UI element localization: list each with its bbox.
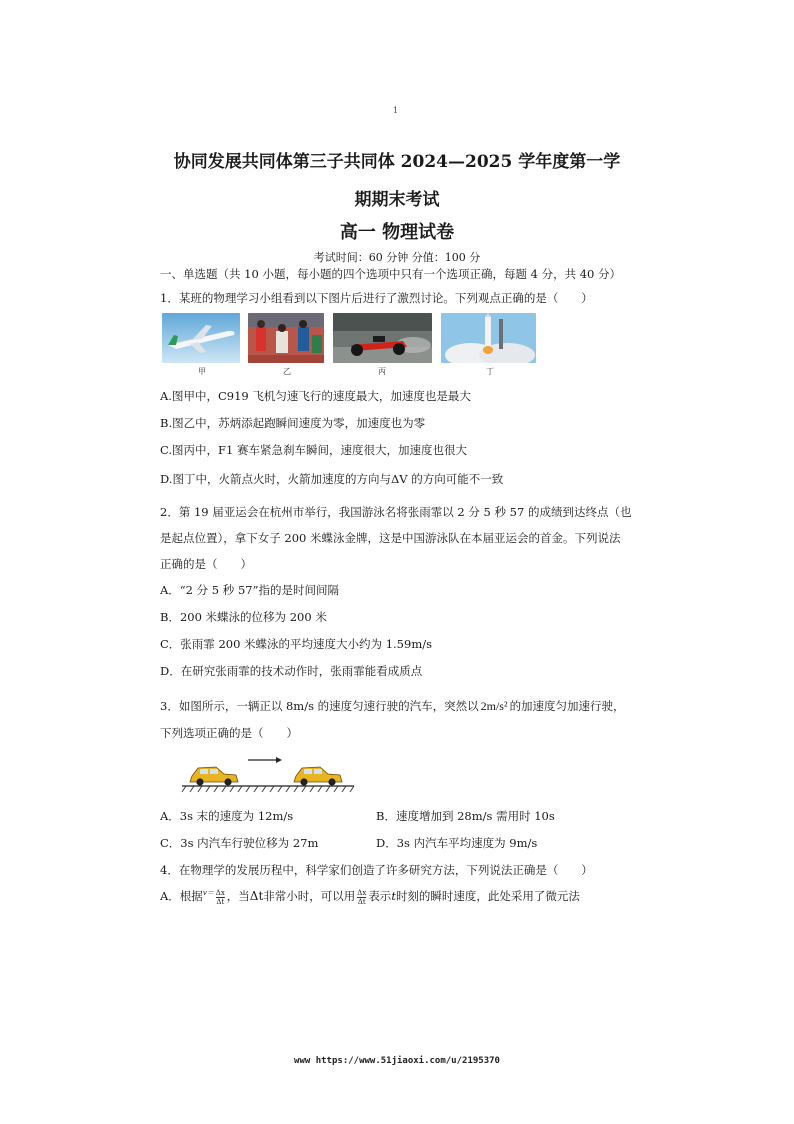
q4-a-text2: ，当 bbox=[226, 889, 250, 903]
q1-option-c: C.图丙中，F1 赛车紧急刹车瞬间，速度很大，加速度也很大 bbox=[160, 443, 467, 457]
caption-jia: 甲 bbox=[198, 367, 206, 376]
photo-airplane bbox=[162, 313, 240, 363]
q4-stem: 4．在物理学的发展历程中，科学家们创造了许多研究方法，下列说法正确是（ ） bbox=[160, 863, 593, 877]
arrow-icon bbox=[248, 757, 282, 763]
footer-url[interactable]: www https://www.51jiaoxi.com/u/2195370 bbox=[294, 1056, 500, 1066]
photo-f1-car bbox=[333, 313, 432, 363]
q3-option-a: A．3s 末的速度为 12m/s bbox=[160, 809, 294, 823]
exam-title-line1: 协同发展共同体第三子共同体 2024—2025 学年度第一学 bbox=[173, 152, 621, 172]
q3-stem-part1: 3．如图所示，一辆正以 8m/s 的速度匀速行驶的汽车，突然以 bbox=[160, 699, 479, 713]
q3-option-b: B．速度增加到 28m/s 需用时 10s bbox=[376, 809, 555, 823]
page-number: 1 bbox=[393, 106, 399, 115]
q2-stem-line3: 正确的是（ ） bbox=[160, 557, 252, 571]
q1-option-d: D.图丁中，火箭点火时，火箭加速度的方向与ΔV 的方向可能不一致 bbox=[160, 472, 504, 486]
q3-option-c: C．3s 内汽车行驶位移为 27m bbox=[160, 836, 319, 850]
q2-stem-line1: 2．第 19 届亚运会在杭州市举行，我国游泳名将张雨霏以 2 分 5 秒 57 的成绩到达终点（也 bbox=[160, 505, 632, 519]
delta-t-symbol: Δt bbox=[249, 889, 264, 903]
photo-rocket-launch bbox=[441, 313, 536, 363]
frac-den: Δt bbox=[216, 897, 225, 906]
q4-a-text3: 非常小时，可以用 bbox=[263, 889, 356, 903]
q2-option-a: A．“2 分 5 秒 57”指的是时间间隔 bbox=[160, 583, 339, 597]
q2-option-b: B．200 米蝶泳的位移为 200 米 bbox=[160, 610, 327, 624]
q3-option-d: D．3s 内汽车平均速度为 9m/s bbox=[376, 836, 538, 850]
car-icon bbox=[190, 767, 238, 786]
photo-sprinters bbox=[248, 313, 324, 363]
caption-ding: 丁 bbox=[486, 367, 494, 376]
q3-acceleration: 2m/s² bbox=[480, 699, 508, 713]
q4-a-text5: 时刻的瞬时速度，此处采用了微元法 bbox=[395, 889, 580, 903]
section-heading: 一、单选题（共 10 小题，每小题的四个选项中只有一个选项正确，每题 4 分，共 40 分） bbox=[160, 267, 622, 281]
q1-stem: 1．某班的物理学习小组看到以下图片后进行了激烈讨论。下列观点正确的是（ ） bbox=[160, 291, 593, 305]
q2-option-d: D．在研究张雨霏的技术动作时，张雨霏能看成质点 bbox=[160, 664, 423, 678]
q4-a-text4: 表示 bbox=[368, 889, 392, 903]
q3-stem-part2: 的加速度匀加速行驶， bbox=[509, 699, 625, 713]
q3-car-diagram bbox=[178, 752, 358, 798]
q1-option-b: B.图乙中，苏炳添起跑瞬间速度为零，加速度也为零 bbox=[160, 416, 426, 430]
t-symbol: t bbox=[391, 889, 396, 903]
caption-yi: 乙 bbox=[283, 367, 291, 376]
frac-num: Δx bbox=[215, 888, 225, 897]
formula-fraction bbox=[216, 889, 225, 906]
exam-info: 考试时间：60 分钟 分值：100 分 bbox=[313, 251, 481, 264]
q4-option-a bbox=[160, 888, 580, 906]
frac-den-2: Δt bbox=[357, 897, 366, 906]
q1-option-a: A.图甲中，C919 飞机匀速飞行的速度最大，加速度也是最大 bbox=[160, 389, 471, 403]
q3-stem-line2: 下列选项正确的是（ ） bbox=[160, 726, 298, 740]
q2-stem-line2: 是起点位置），拿下女子 200 米蝶泳金牌，这是中国游泳队在本届亚运会的首金。下列说法 bbox=[160, 531, 621, 545]
q3-stem-line1 bbox=[160, 698, 625, 714]
caption-bing: 丙 bbox=[378, 367, 386, 376]
formula-v-lhs: v＝ bbox=[202, 889, 214, 898]
car-icon bbox=[294, 767, 342, 786]
frac-num-2: Δx bbox=[357, 888, 367, 897]
exam-subtitle: 高一 物理试卷 bbox=[339, 222, 455, 243]
formula-fraction-2 bbox=[357, 889, 366, 906]
q2-option-c: C．张雨霏 200 米蝶泳的平均速度大小约为 1.59m/s bbox=[160, 637, 432, 651]
q4-a-text1: A．根据 bbox=[160, 889, 203, 903]
exam-title-line2: 期期末考试 bbox=[354, 190, 440, 210]
